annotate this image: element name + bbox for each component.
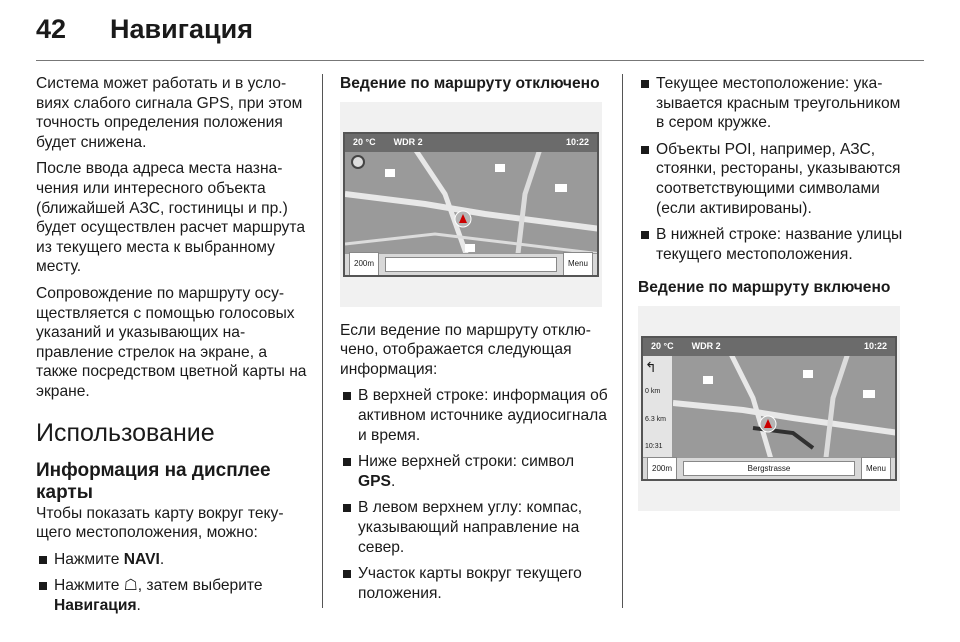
- status-bar: [345, 134, 597, 152]
- heading-guidance-off: Ведение по маршруту отключено: [340, 75, 600, 92]
- temperature: 20 °C: [353, 136, 376, 147]
- audio-source: WDR 2: [393, 136, 423, 147]
- paragraph: Чтобы показать карту вокруг текущего местоположения, можно:: [36, 504, 284, 542]
- heading-map-info: Информация на дисплее карты: [36, 459, 271, 503]
- guidance-panel: [643, 356, 673, 457]
- map-display: [641, 336, 897, 481]
- heading-usage: Использование: [36, 418, 215, 447]
- heading-guidance-on: Ведение по маршруту включено: [638, 279, 891, 297]
- paragraph: Сопровождение по маршруту осуществляется с помощью голосовых указаний и указывающих направление стрелок на экране, а также посредством цветной карты на экране.: [36, 284, 307, 400]
- bottom-bar: [643, 457, 895, 479]
- paragraph: Система может работать и в условиях слабого сигнала GPS, при этом точность определения положения будет снижена.: [36, 75, 303, 151]
- turn-arrow-icon: ↰: [645, 358, 657, 375]
- menu-button[interactable]: Menu: [563, 252, 593, 276]
- map-scale: 200m: [647, 457, 677, 481]
- paragraph: Если ведение по маршруту отключено, отображается следующая информация:: [340, 321, 591, 378]
- bottom-bar: [345, 253, 597, 275]
- clock: 10:22: [863, 341, 887, 352]
- column-divider: [622, 74, 623, 608]
- list-item: Участок карты вокруг текущего положения.: [340, 564, 612, 603]
- map-display: [343, 132, 599, 277]
- paragraph: После ввода адреса места назначения или интересного объекта (ближайшей АЗС, гостиницы и пр.) будет осуществлен расчет маршрута из текущего места к выбранному месту.: [36, 160, 305, 276]
- list-item: Объекты POI, например, АЗС, стоянки, рестораны, указываются соответствующими символами (если активированы).: [638, 140, 910, 218]
- bullet-list: [638, 74, 910, 264]
- header-rule: [36, 60, 924, 61]
- list-item: Ниже верхней строки: символ GPS.: [340, 452, 612, 491]
- bullet-list: [340, 386, 612, 603]
- status-bar: [643, 338, 895, 356]
- home-icon: ☖: [123, 577, 138, 595]
- column-2: [340, 74, 612, 610]
- column-1: [36, 74, 308, 622]
- list-item: Нажмите ☖, затем выберите Навигация.: [36, 576, 308, 615]
- temperature: 20 °C: [651, 341, 674, 352]
- page-number: 42: [36, 14, 67, 44]
- bullet-list: [36, 550, 308, 616]
- column-3: [638, 74, 910, 525]
- turn-distance: 0 km: [645, 387, 661, 395]
- street-name: Bergstrasse: [683, 461, 855, 476]
- compass-icon: [351, 155, 365, 169]
- section-title: Навигация: [110, 14, 253, 44]
- remaining-distance: 6.3 km: [645, 415, 667, 423]
- menu-button[interactable]: Menu: [861, 457, 891, 481]
- list-item: Нажмите NAVI.: [36, 550, 308, 570]
- page-header: [36, 14, 253, 54]
- list-item: Текущее местоположение: указывается красным треугольником в сером кружке.: [638, 74, 910, 133]
- arrival-time: 10:31: [645, 443, 663, 451]
- clock: 10:22: [565, 136, 589, 147]
- map-scale: 200m: [349, 252, 379, 276]
- list-item: В верхней строке: информация об активном источнике аудиосигнала и время.: [340, 386, 612, 445]
- screenshot-guidance-off: [340, 102, 602, 307]
- audio-source: WDR 2: [691, 341, 721, 352]
- list-item: В левом верхнем углу: компас, указывающий направление на север.: [340, 498, 612, 557]
- screenshot-guidance-on: [638, 306, 900, 511]
- column-divider: [322, 74, 323, 608]
- list-item: В нижней строке: название улицы текущего местоположения.: [638, 225, 910, 264]
- street-name: [385, 257, 557, 272]
